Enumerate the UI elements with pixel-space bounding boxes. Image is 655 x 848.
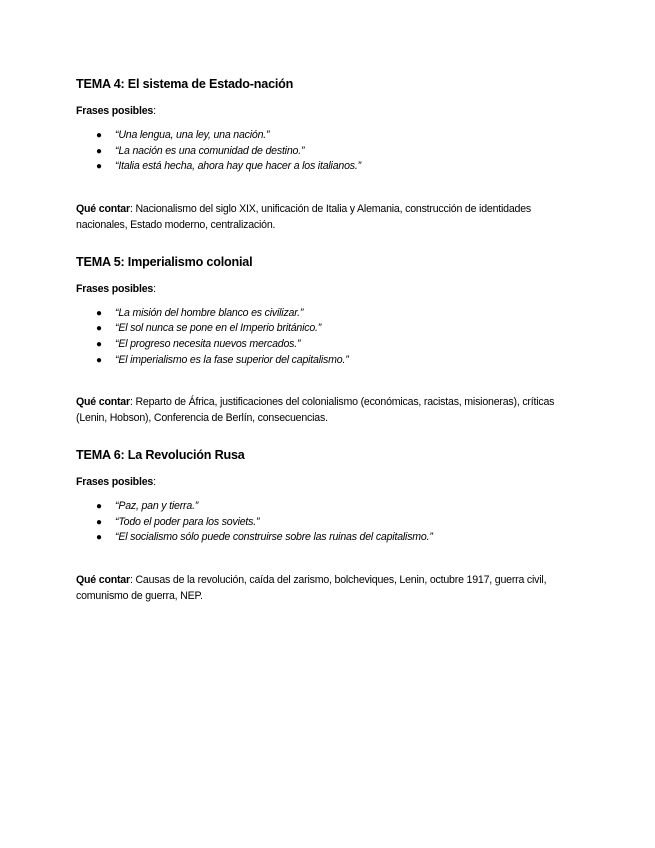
bullet-icon: ● bbox=[96, 532, 102, 544]
phrase-text: “Paz, pan y tierra.” bbox=[115, 500, 199, 513]
summary-paragraph: Qué contar: Reparto de África, justificaciones del colonialismo (económicas, racistas, misioneras), críticas (Lenin, Hobson), Conferencia de Berlín, consecuencias. bbox=[76, 396, 555, 425]
phrase-list bbox=[76, 306, 595, 368]
summary-label: Qué contar bbox=[76, 396, 130, 409]
phrase-item bbox=[76, 159, 595, 175]
phrase-text: “Una lengua, una ley, una nación.” bbox=[115, 129, 270, 141]
phrase-text: “El socialismo sólo puede construirse sobre las ruinas del capitalismo.” bbox=[115, 531, 433, 544]
phrases-label-text: Frases posibles bbox=[76, 105, 154, 117]
phrases-label-text: Frases posibles bbox=[76, 476, 154, 489]
bullet-icon: ● bbox=[96, 145, 102, 157]
phrase-item bbox=[76, 530, 595, 546]
bullet-icon: ● bbox=[96, 338, 102, 350]
section-tema-6 bbox=[76, 445, 595, 604]
summary-label: Qué contar bbox=[76, 202, 130, 215]
phrases-label: Frases posibles: bbox=[76, 105, 156, 117]
phrase-item bbox=[76, 515, 595, 531]
summary-label: Qué contar bbox=[76, 573, 130, 586]
summary-paragraph: Qué contar: Nacionalismo del siglo XIX, unificación de Italia y Alemania, construcción de identidades nacionales, Estado moderno, centralización. bbox=[76, 202, 532, 231]
bullet-icon: ● bbox=[96, 323, 102, 335]
summary-text: Nacionalismo del siglo XIX, unificación de Italia y Alemania, construcción de identidades nacionales, Estado moderno, centralización. bbox=[76, 202, 532, 231]
phrase-text: “Italia está hecha, ahora hay que hacer a los italianos.” bbox=[115, 160, 361, 173]
summary-text: Causas de la revolución, caída del zarismo, bolcheviques, Lenin, octubre 1917, guerra civil, comunismo de guerra, NEP. bbox=[76, 573, 547, 602]
phrase-item bbox=[76, 321, 595, 337]
phrase-item bbox=[76, 144, 595, 160]
phrase-list bbox=[76, 499, 595, 546]
section-tema-5 bbox=[76, 252, 595, 426]
section-title: TEMA 6: La Revolución Rusa bbox=[76, 448, 245, 463]
phrase-item bbox=[76, 128, 595, 144]
phrases-label: Frases posibles: bbox=[76, 282, 156, 295]
section-title: TEMA 4: El sistema de Estado-nación bbox=[76, 77, 294, 91]
bullet-icon: ● bbox=[96, 307, 102, 319]
phrase-item bbox=[76, 337, 595, 353]
bullet-icon: ● bbox=[96, 501, 102, 513]
phrase-item bbox=[76, 306, 595, 322]
phrase-item bbox=[76, 353, 595, 369]
bullet-icon: ● bbox=[96, 161, 102, 173]
summary-text: Reparto de África, justificaciones del colonialismo (económicas, racistas, misioneras), críticas (Lenin, Hobson), Conferencia de Berlín, consecuencias. bbox=[76, 396, 555, 425]
phrase-item bbox=[76, 499, 595, 515]
bullet-icon: ● bbox=[96, 354, 102, 366]
phrases-label: Frases posibles: bbox=[76, 476, 156, 489]
phrase-text: “El imperialismo es la fase superior del capitalismo.” bbox=[115, 353, 349, 366]
phrase-text: “El sol nunca se pone en el Imperio británico.” bbox=[115, 322, 322, 335]
phrases-label-text: Frases posibles bbox=[76, 282, 154, 295]
section-title: TEMA 5: Imperialismo colonial bbox=[76, 254, 253, 269]
phrase-list bbox=[76, 128, 595, 175]
phrase-text: “La misión del hombre blanco es civilizar.” bbox=[115, 306, 304, 319]
bullet-icon: ● bbox=[96, 130, 102, 141]
section-tema-4 bbox=[76, 74, 595, 233]
phrase-text: “Todo el poder para los soviets.” bbox=[115, 515, 260, 528]
phrase-text: “El progreso necesita nuevos mercados.” bbox=[115, 337, 301, 350]
phrase-text: “La nación es una comunidad de destino.” bbox=[115, 144, 305, 157]
summary-paragraph: Qué contar: Causas de la revolución, caída del zarismo, bolcheviques, Lenin, octubre 1917, guerra civil, comunismo de guerra, NEP. bbox=[76, 573, 547, 602]
bullet-icon: ● bbox=[96, 516, 102, 528]
